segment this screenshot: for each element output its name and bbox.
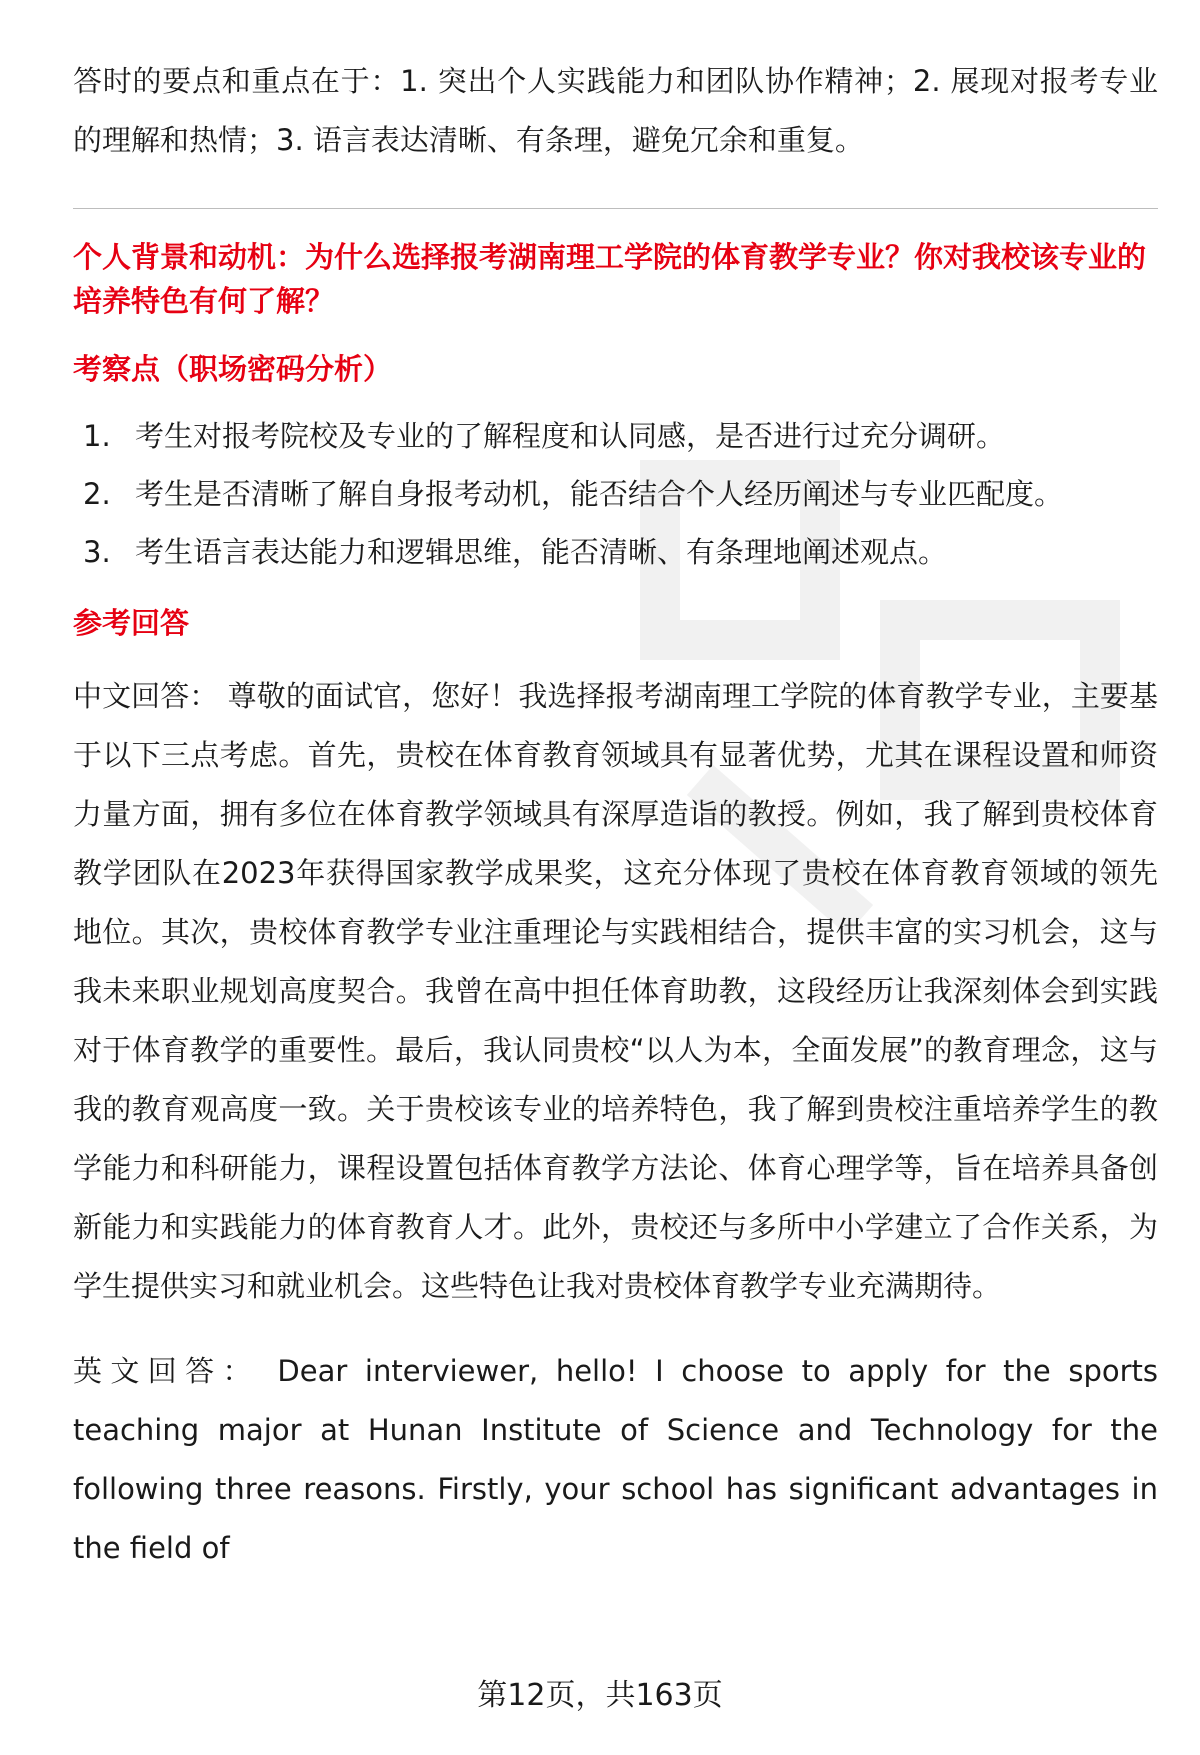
intro-paragraph: 答时的要点和重点在于：1. 突出个人实践能力和团队协作精神；2. 展现对报考专业的理解和热情；3. 语言表达清晰、有条理，避免冗余和重复。 <box>73 64 1158 157</box>
list-item <box>73 523 1158 581</box>
list-item-number: 2. <box>83 477 111 511</box>
list-item-number: 3. <box>83 535 111 569</box>
reference-answer-heading: 参考回答 <box>73 606 190 640</box>
list-item-text: 考生语言表达能力和逻辑思维，能否清晰、有条理地阐述观点。 <box>135 535 948 569</box>
page-number-footer: 第12页，共163页 <box>477 1678 723 1713</box>
assessment-list <box>73 407 1158 581</box>
assessment-heading: 考察点（职场密码分析） <box>73 352 393 386</box>
list-item-text: 考生对报考院校及专业的了解程度和认同感，是否进行过充分调研。 <box>135 419 1006 453</box>
chinese-answer: 中文回答： 尊敬的面试官，您好！我选择报考湖南理工学院的体育教学专业，主要基于以下三点考虑。首先，贵校在体育教育领域具有显著优势，尤其在课程设置和师资力量方面，拥有多位在体育教学领域具有深厚造诣的教授。例如，我了解到贵校体育教学团队在2023年获得国家教学成果奖，这充分体现了贵校在体育教育领域的领先地位。其次，贵校体育教学专业注重理论与实践相结合，提供丰富的实习机会，这与我未来职业规划高度契合。我曾在高中担任体育助教，这段经历让我深刻体会到实践对于体育教学的重要性。最后，我认同贵校“以人为本，全面发展”的教育理念，这与我的教育观高度一致。关于贵校该专业的培养特色，我了解到贵校注重培养学生的教学能力和科研能力，课程设置包括体育教学方法论、体育心理学等，旨在培养具备创新能力和实践能力的体育教育人才。此外，贵校还与多所中小学建立了合作关系，为学生提供实习和就业机会。这些特色让我对贵校体育教学专业充满期待。 <box>73 679 1158 1303</box>
document-page <box>73 52 1158 1578</box>
section-divider <box>73 208 1158 209</box>
list-item <box>73 407 1158 465</box>
list-item-number: 1. <box>83 419 111 453</box>
question-heading: 个人背景和动机：为什么选择报考湖南理工学院的体育教学专业？你对我校该专业的培养特色有何了解？ <box>73 240 1147 318</box>
list-item-text: 考生是否清晰了解自身报考动机，能否结合个人经历阐述与专业匹配度。 <box>135 477 1064 511</box>
english-answer: 英文回答： Dear interviewer, hello! I choose to apply for the sports teaching major at Hunan Institute of Science and Technology for the following three reasons. Firstly, your school has significant advantages in the field of <box>73 1354 1158 1565</box>
list-item <box>73 465 1158 523</box>
